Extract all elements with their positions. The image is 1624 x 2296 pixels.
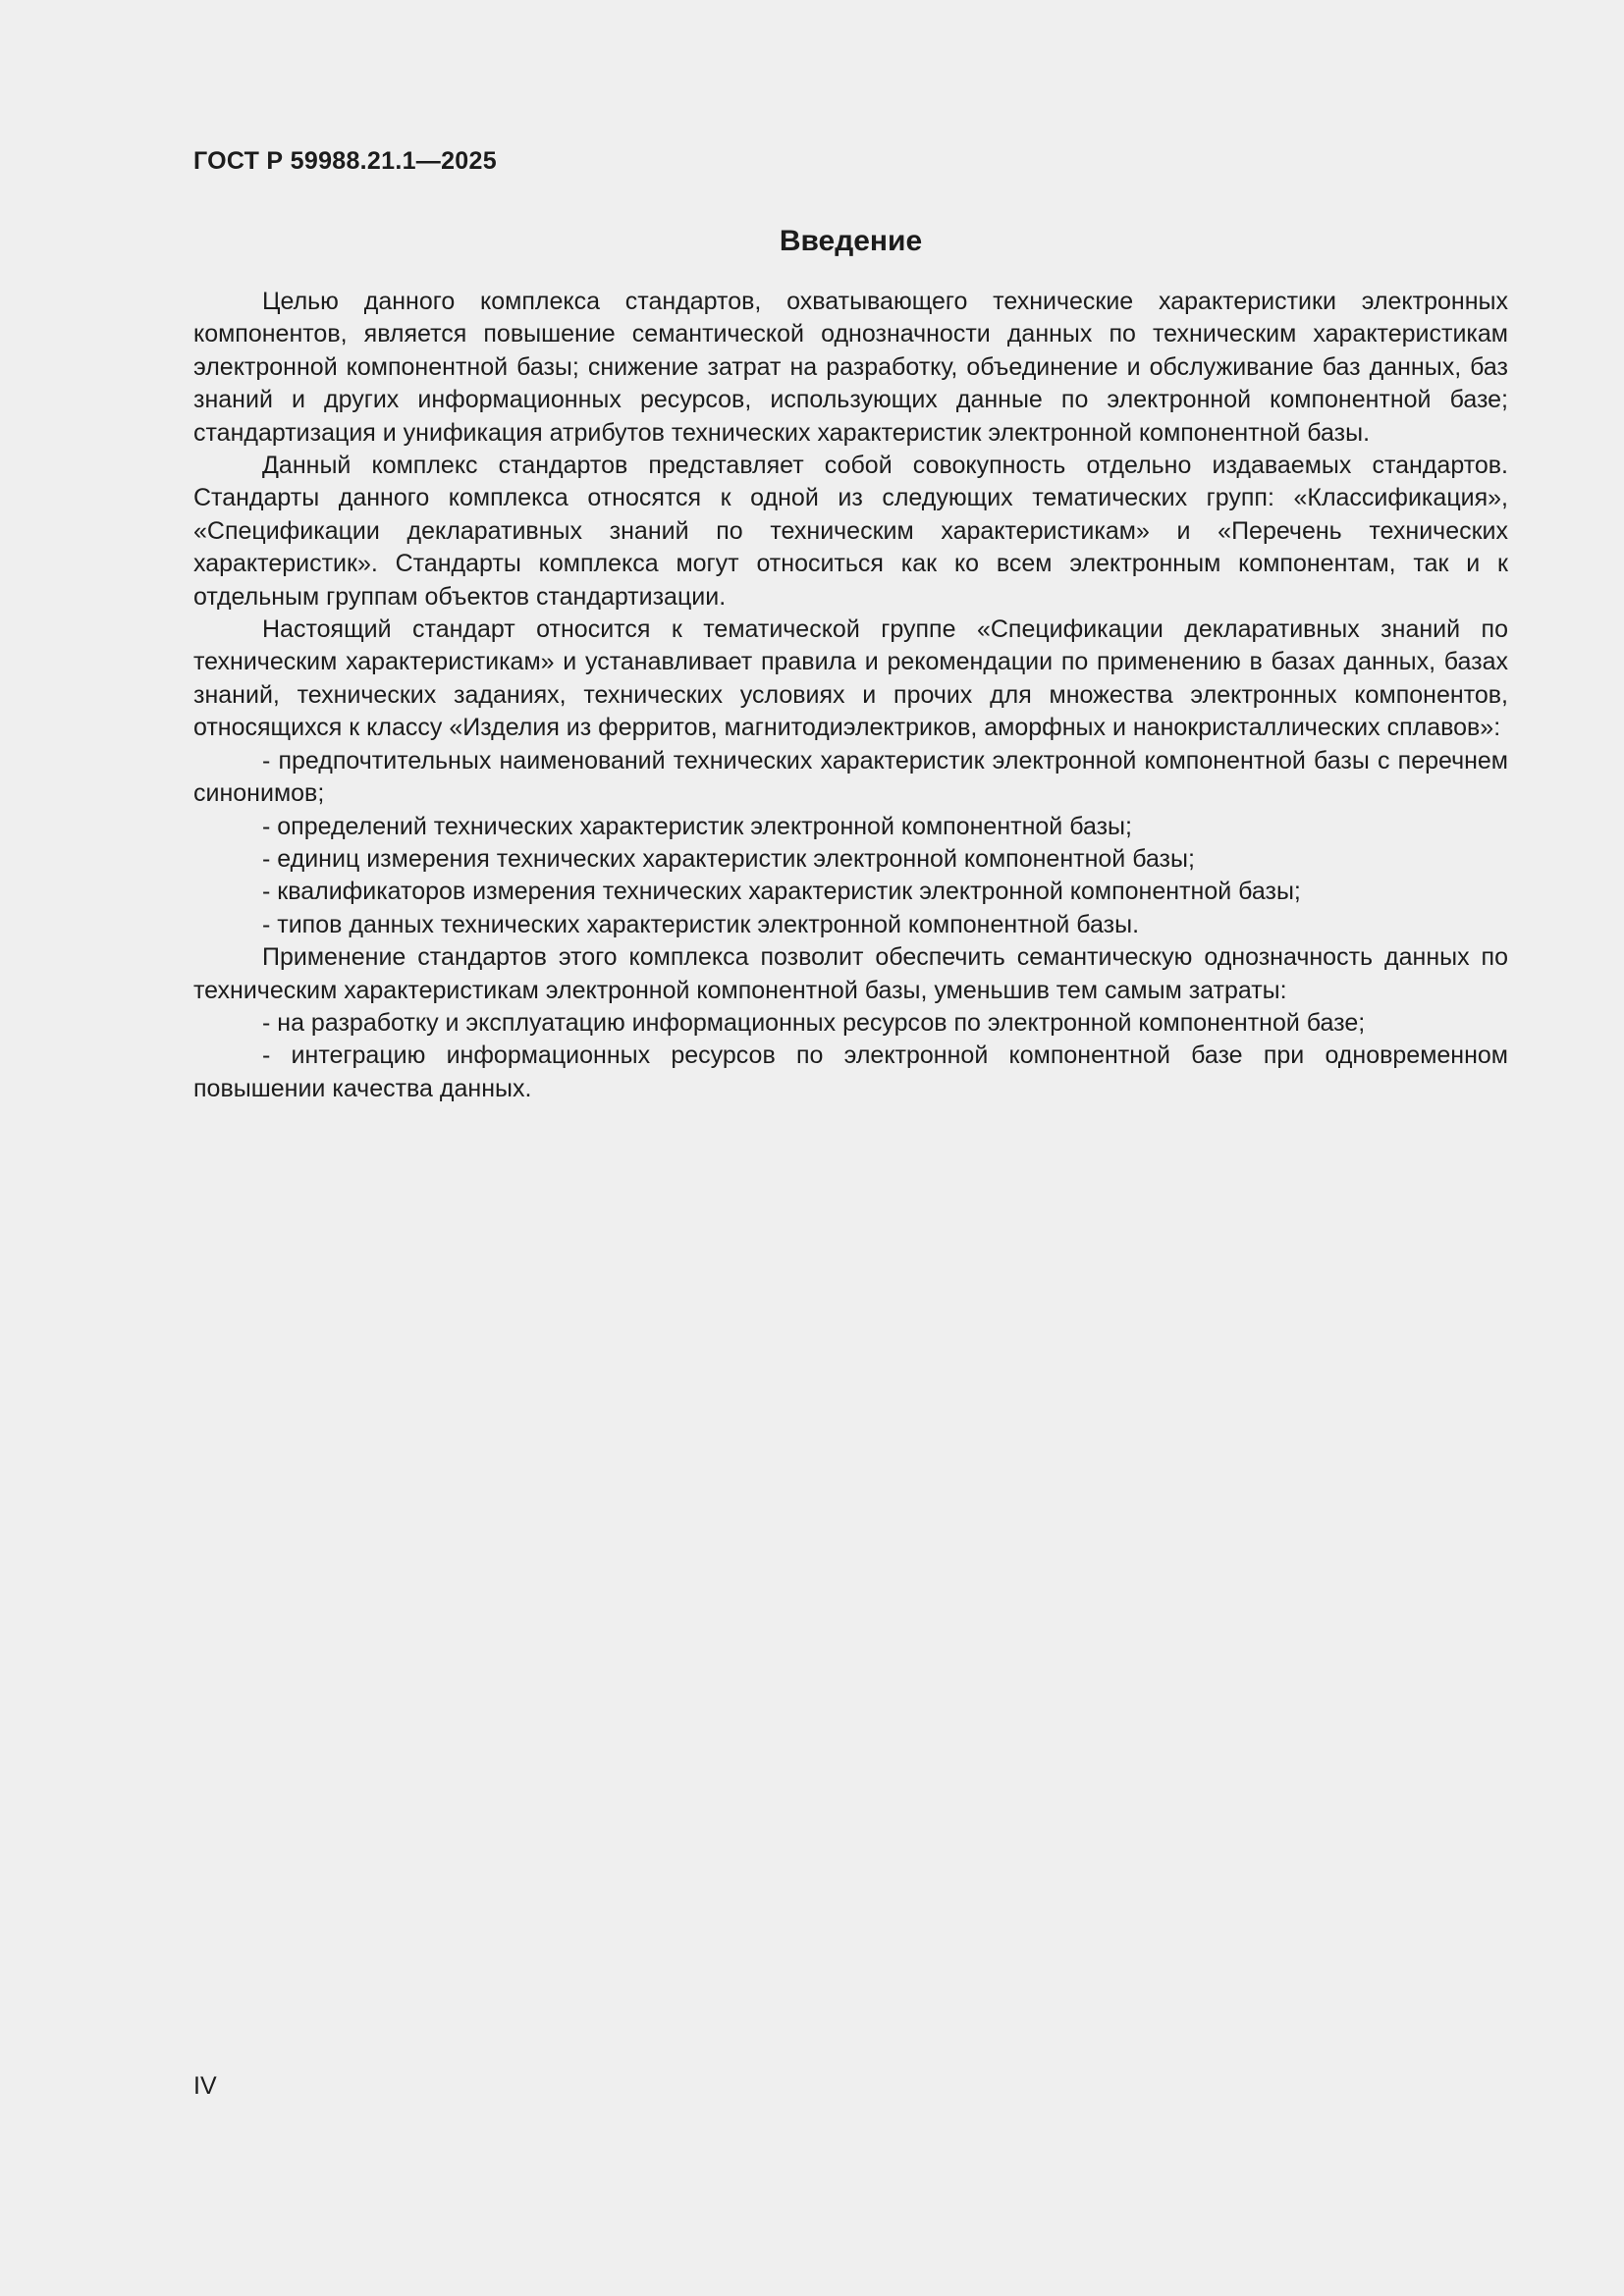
paragraph-application: Применение стандартов этого комплекса позволит обеспечить семантическую однозначность данных по техническим характеристикам электронной компонентной базы, уменьшив тем самым затраты:	[193, 943, 1508, 1004]
list-item: - определений технических характеристик электронной компонентной базы;	[262, 812, 1132, 840]
paragraph-purpose: Целью данного комплекса стандартов, охватывающего технические характеристики электронных компонентов, является повышение семантической однозначности данных по техническим характеристикам электронной компонентной базы; снижение затрат на разработку, объединение и обслуживание баз данных, баз знаний и других информационных ресурсов, использующих данные по электронной компонентной базе; стандартизация и унификация атрибутов технических характеристик электронной компонентной базы.	[193, 288, 1508, 447]
page-number: IV	[193, 2072, 217, 2100]
section-title: Введение	[779, 225, 923, 257]
list-item: - на разработку и эксплуатацию информационных ресурсов по электронной компонентной базе;	[262, 1008, 1366, 1037]
document-code: ГОСТ Р 59988.21.1—2025	[193, 147, 497, 175]
list-item: - интеграцию информационных ресурсов по электронной компонентной базе при одновременном повышении качества данных.	[193, 1041, 1508, 1102]
paragraph-complex: Данный комплекс стандартов представляет собой совокупность отдельно издаваемых стандартов. Стандарты данного комплекса относятся к одной из следующих тематических групп: «Классификация», «Спецификации декларативных знаний по техническим характеристикам» и «Перечень технических характеристик». Стандарты комплекса могут относиться как ко всем электронным компонентам, так и к отдельным группам объектов стандартизации.	[193, 452, 1508, 611]
list-item: - предпочтительных наименований технических характеристик электронной компонентной базы с перечнем синонимов;	[193, 746, 1508, 808]
list-item: - единиц измерения технических характеристик электронной компонентной базы;	[262, 844, 1195, 873]
list-item: - квалификаторов измерения технических характеристик электронной компонентной базы;	[262, 878, 1301, 906]
section-body	[193, 286, 1508, 1105]
paragraph-scope: Настоящий стандарт относится к тематической группе «Спецификации декларативных знаний по техническим характеристикам» и устанавливает правила и рекомендации по применению в базах данных, базах знаний, технических заданиях, технических условиях и прочих для множества электронных компонентов, относящихся к классу «Изделия из ферритов, магнитодиэлектриков, аморфных и нанокристаллических сплавов»:	[193, 615, 1508, 742]
list-item: - типов данных технических характеристик электронной компонентной базы.	[262, 910, 1140, 938]
